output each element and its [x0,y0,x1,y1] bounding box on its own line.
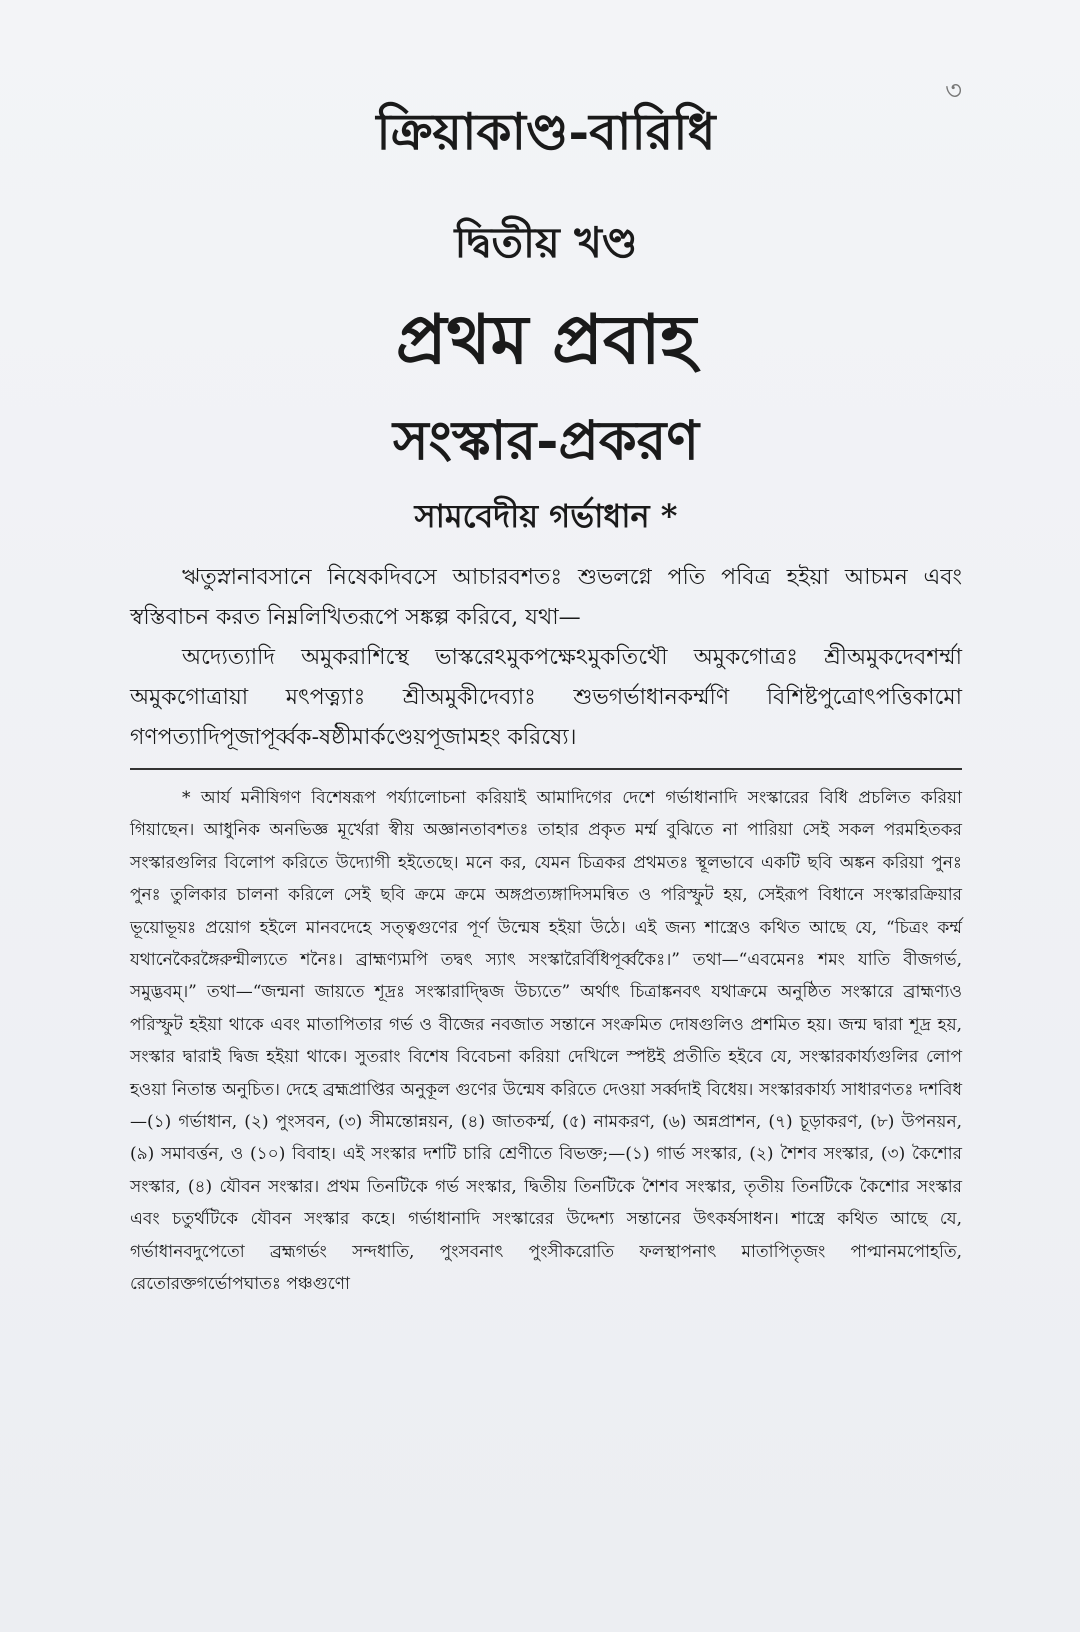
page-number: ৩ [945,76,962,106]
section-heading: সামবেদীয় গর্ভাধান * [414,497,678,535]
intro-paragraph: ঋতুস্নানাবসানে নিষেকদিবসে আচারবশতঃ শুভলগ্নে পতি পবিত্র হইয়া আচমন এবং স্বস্তিবাচন করত নিম্নলিখিতরূপে সঙ্কল্প করিবে, যথা— [130,565,962,630]
footnote-text: * আর্য মনীষিগণ বিশেষরূপ পর্য্যালোচনা করিয়াই আমাদিগের দেশে গর্ভাধানাদি সংস্কারের বিধি প্রচলিত করিয়া গিয়াছেন। আধুনিক অনভিজ্ঞ মূর্খেরা স্বীয় অজ্ঞানতাবশতঃ তাহার প্রকৃত মর্ম্ম বুঝিতে না পারিয়া সেই সকল পরমহিতকর সংস্কারগুলির বিলোপ করিতে উদ্যোগী হইতেছে। মনে কর, যেমন চিত্রকর প্রথমতঃ স্থূলভাবে একটি ছবি অঙ্কন করিয়া পুনঃ পুনঃ তুলিকার চালনা করিলে সেই ছবি ক্রমে ক্রমে অঙ্গপ্রত্যঙ্গাদিসমন্বিত ও পরিস্ফুট হয়, সেইরূপ বিধানে সংস্কারক্রিয়ার ভূয়োভূয়ঃ প্রয়োগ হইলে মানবদেহে সত্ত্বগুণের পূর্ণ উন্মেষ হইয়া উঠে। এই জন্য শাস্ত্রেও কথিত আছে যে, “চিত্রং কর্ম্ম যথানেকৈরঙ্গৈরুন্মীল্যতে শনৈঃ। ব্রাহ্মণ্যমপি তদ্বৎ স্যাৎ সংস্কারৈর্বিধিপূর্ব্বকৈঃ।” তথা—“এবমেনঃ শমং যাতি বীজগর্ভ, সমুদ্ভবম্।” তথা—“জন্মনা জায়তে শূদ্রঃ সংস্কারাদ্দ্বিজ উচ্যতে” অর্থাৎ চিত্রাঙ্কনবৎ যথাক্রমে অনুষ্ঠিত সংস্কারে ব্রাহ্মণ্যও পরিস্ফুট হইয়া থাকে এবং মাতাপিতার গর্ভ ও বীজের নবজাত সন্তানে সংক্রমিত দোষগুলিও প্রশমিত হয়। জন্ম দ্বারা শূদ্র হয়, সংস্কার দ্বারাই দ্বিজ হইয়া থাকে। সুতরাং বিশেষ বিবেচনা করিয়া দেখিলে স্পষ্টই প্রতীতি হইবে যে, সংস্কারকার্য্যগুলির লোপ হওয়া নিতান্ত অনুচিত। দেহে ব্রহ্মপ্রাপ্তির অনুকূল গুণের উন্মেষ করিতে দেওয়া সর্ব্বদাই বিধেয়। সংস্কারকার্য্য সাধারণতঃ দশবিধ—(১) গর্ভাধান, (২) পুংসবন, (৩) সীমন্তোন্নয়ন, (৪) জাতকর্ম্ম, (৫) নামকরণ, (৬) অন্নপ্রাশন, (৭) চূড়াকরণ, (৮) উপনয়ন, (৯) সমাবর্ত্তন, ও (১০) বিবাহ। এই সংস্কার দশটি চারি শ্রেণীতে বিভক্ত;—(১) গার্ভ সংস্কার, (২) শৈশব সংস্কার, (৩) কৈশোর সংস্কার, (৪) যৌবন সংস্কার। প্রথম তিনটিকে গর্ভ সংস্কার, দ্বিতীয় তিনটিকে শৈশব সংস্কার, তৃতীয় তিনটিকে কৈশোর সংস্কার এবং চতুর্থটিকে যৌবন সংস্কার কহে। গর্ভাধানাদি সংস্কারের উদ্দেশ্য সন্তানের উৎকর্ষসাধন। শাস্ত্রে কথিত আছে যে, গর্ভাধানবদুপেতো ব্রহ্মগর্ভং সন্দধাতি, পুংসবনাৎ পুংসীকরোতি ফলস্থাপনাৎ মাতাপিতৃজং পাপ্মানমপোহতি, রেতোরক্তগর্ভোপঘাতঃ পঞ্চগুণো [130,788,962,1295]
chapter-heading: সংস্কার-প্রকরণ [392,408,700,472]
sankalpa-paragraph: অদ্যেত্যাদি অমুকরাশিস্থে ভাস্করেঽমুকপক্ষেঽমুকতিথৌ অমুকগোত্রঃ শ্রীঅমুকদেবশর্ম্মা অমুকগোত্রায়া মৎপত্ন্যাঃ শ্রীঅমুকীদেব্যাঃ শুভগর্ভাধানকর্ম্মণি বিশিষ্টপুত্রোৎপত্তিকামো গণপত্যাদিপূজাপূর্ব্বক-ষষ্ঠীমার্কণ্ডেয়পূজামহং করিষ্যে। [130,645,962,750]
part-heading: প্রথম প্রবাহ [395,300,697,380]
book-title: ক্রিয়াকাণ্ড-বারিধি [376,102,716,161]
footnote-divider [130,768,962,770]
volume-heading: দ্বিতীয় খণ্ড [454,218,638,267]
main-text [130,558,962,758]
